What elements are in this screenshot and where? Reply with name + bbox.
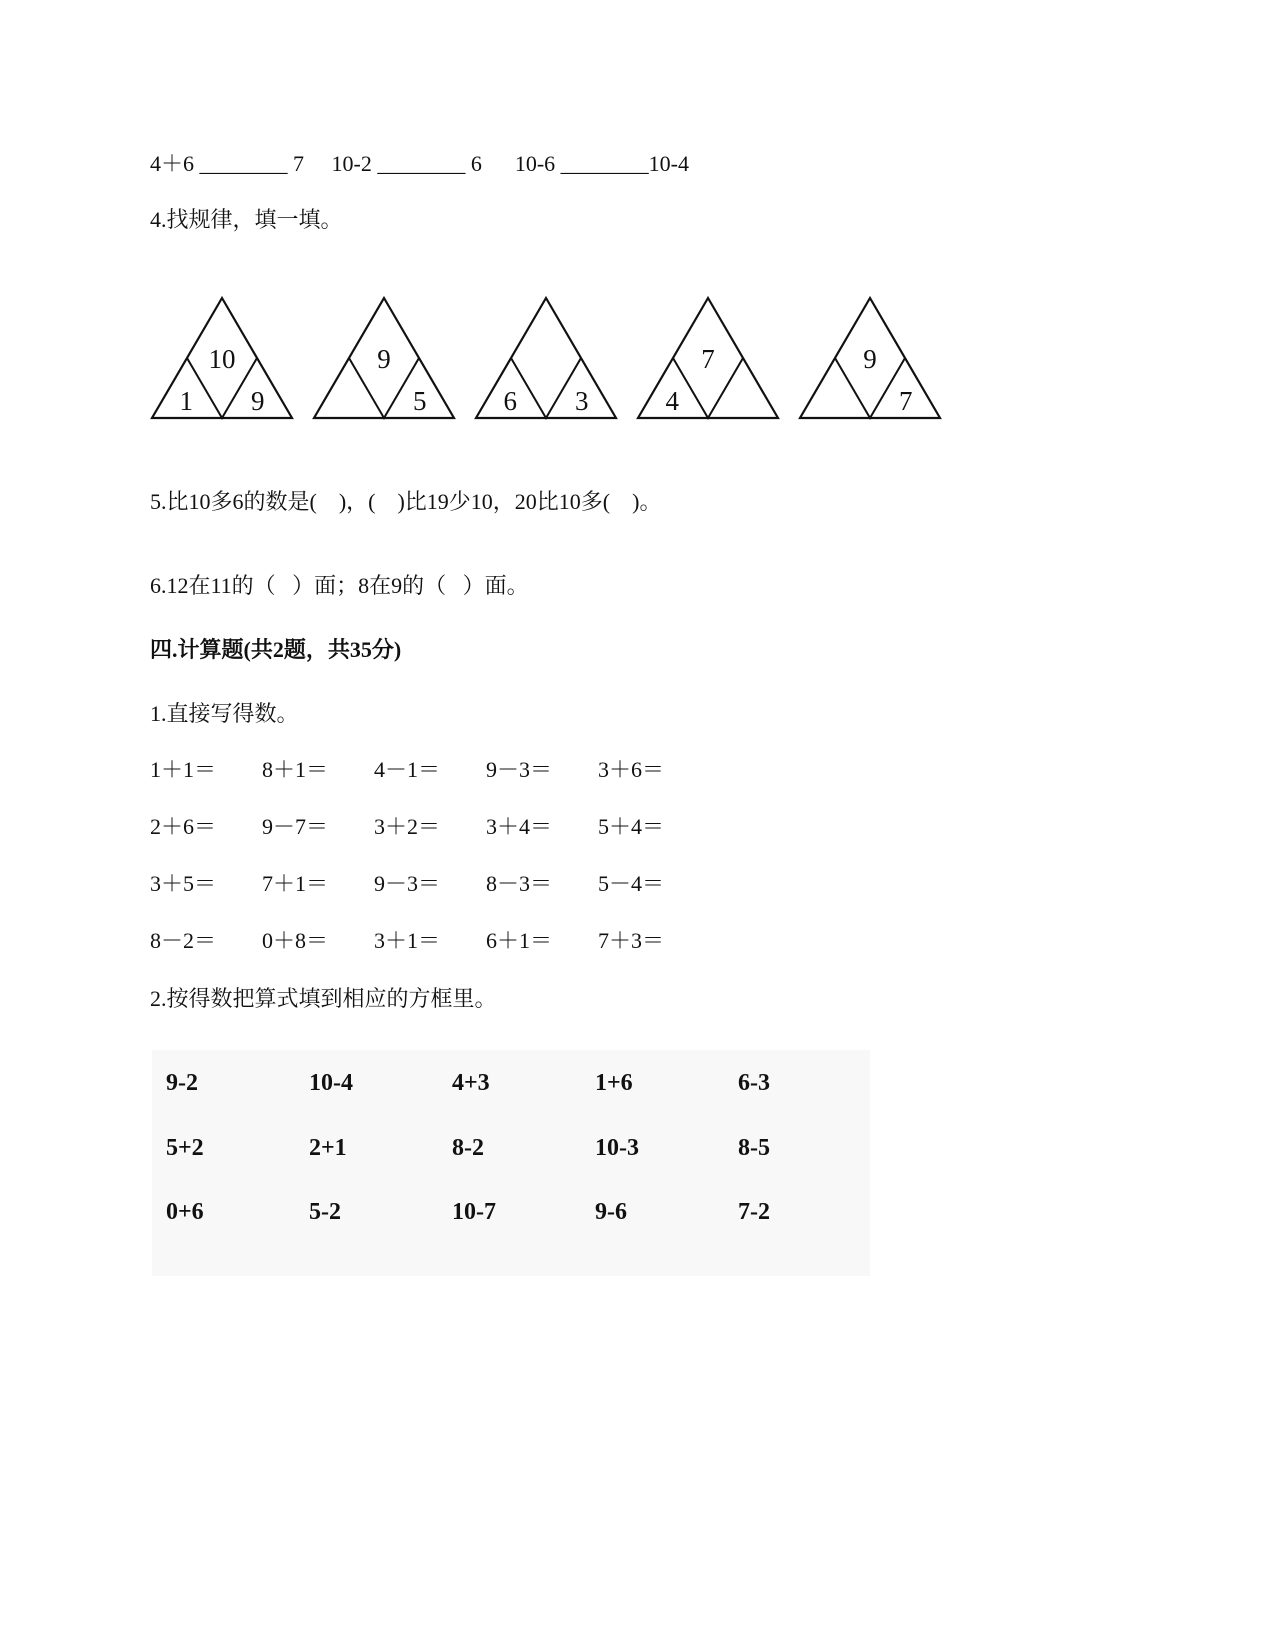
triangle-outline [476,298,616,418]
pattern-triangle [314,298,454,418]
expression-row [166,1070,881,1097]
calc-item: 3＋5＝ [150,871,217,896]
pattern-triangle [638,298,778,418]
calc-item: 8－2＝ [150,928,217,953]
calc-item: 3＋6＝ [598,757,665,782]
calc-item: 9－3＝ [374,871,441,896]
triangle-inner-lines [511,358,581,418]
compare-line: 4＋6 ________ 7 10-2 ________ 6 10-6 ________10-4 [150,151,689,176]
calc-item: 1＋1＝ [150,757,217,782]
expression-item: 7-2 [738,1199,770,1225]
calc-item: 7＋3＝ [598,928,665,953]
expression-item: 6-3 [738,1070,770,1096]
expression-row [166,1199,881,1226]
expression-item: 5+2 [166,1135,204,1161]
calc-item: 8－3＝ [486,871,553,896]
expression-item: 10-3 [595,1135,639,1161]
calc-q2-title: 2.按得数把算式填到相应的方框里。 [150,986,497,1011]
pattern-triangle [476,298,616,418]
calc-row [150,756,710,784]
calc-item: 8＋1＝ [262,757,329,782]
expression-item: 9-6 [595,1199,627,1225]
expression-item: 8-2 [452,1135,484,1161]
expression-item: 10-4 [309,1070,353,1096]
expression-item: 2+1 [309,1135,347,1161]
expression-item: 5-2 [309,1199,341,1225]
triangle-number-top: 9 [377,344,391,374]
calc-item: 5－4＝ [598,871,665,896]
pattern-triangle [800,298,940,418]
triangle-number-top: 7 [701,344,715,374]
triangle-number-right: 9 [250,386,265,416]
calc-item: 3＋4＝ [486,814,553,839]
question-6: 6.12在11的（ ）面；8在9的（ ）面。 [150,573,529,598]
section-4-heading: 四.计算题(共2题，共35分) [150,637,402,662]
pattern-triangle [152,298,292,418]
triangle-number-left: 6 [503,386,518,416]
expression-row [166,1135,881,1162]
triangle-number-right: 7 [898,386,913,416]
question-4-title: 4.找规律，填一填。 [150,207,343,232]
expression-item: 10-7 [452,1199,496,1225]
calc-q1-title: 1.直接写得数。 [150,701,299,726]
calc-item: 3＋1＝ [374,928,441,953]
calc-row [150,870,710,898]
expression-item: 0+6 [166,1199,204,1225]
triangle-number-right: 5 [412,386,427,416]
calc-row [150,813,710,841]
calc-row [150,927,710,955]
expression-item: 4+3 [452,1070,490,1096]
expression-box [152,1050,870,1276]
calc-item: 0＋8＝ [262,928,329,953]
calc-item: 7＋1＝ [262,871,329,896]
expression-item: 1+6 [595,1070,633,1096]
triangle-pattern-figure [150,295,950,425]
expression-item: 9-2 [166,1070,198,1096]
triangle-number-top: 10 [208,344,236,374]
calc-item: 2＋6＝ [150,814,217,839]
calc-item: 6＋1＝ [486,928,553,953]
calc-item: 9－3＝ [486,757,553,782]
calc-item: 5＋4＝ [598,814,665,839]
calc-item: 9－7＝ [262,814,329,839]
question-5: 5.比10多6的数是( )，( )比19少10，20比10多( )。 [150,489,662,514]
triangle-number-left: 4 [665,386,680,416]
triangle-number-right: 3 [574,386,589,416]
calc-item: 3＋2＝ [374,814,441,839]
expression-item: 8-5 [738,1135,770,1161]
calc-item: 4－1＝ [374,757,441,782]
triangle-number-top: 9 [863,344,877,374]
triangle-number-left: 1 [179,386,194,416]
